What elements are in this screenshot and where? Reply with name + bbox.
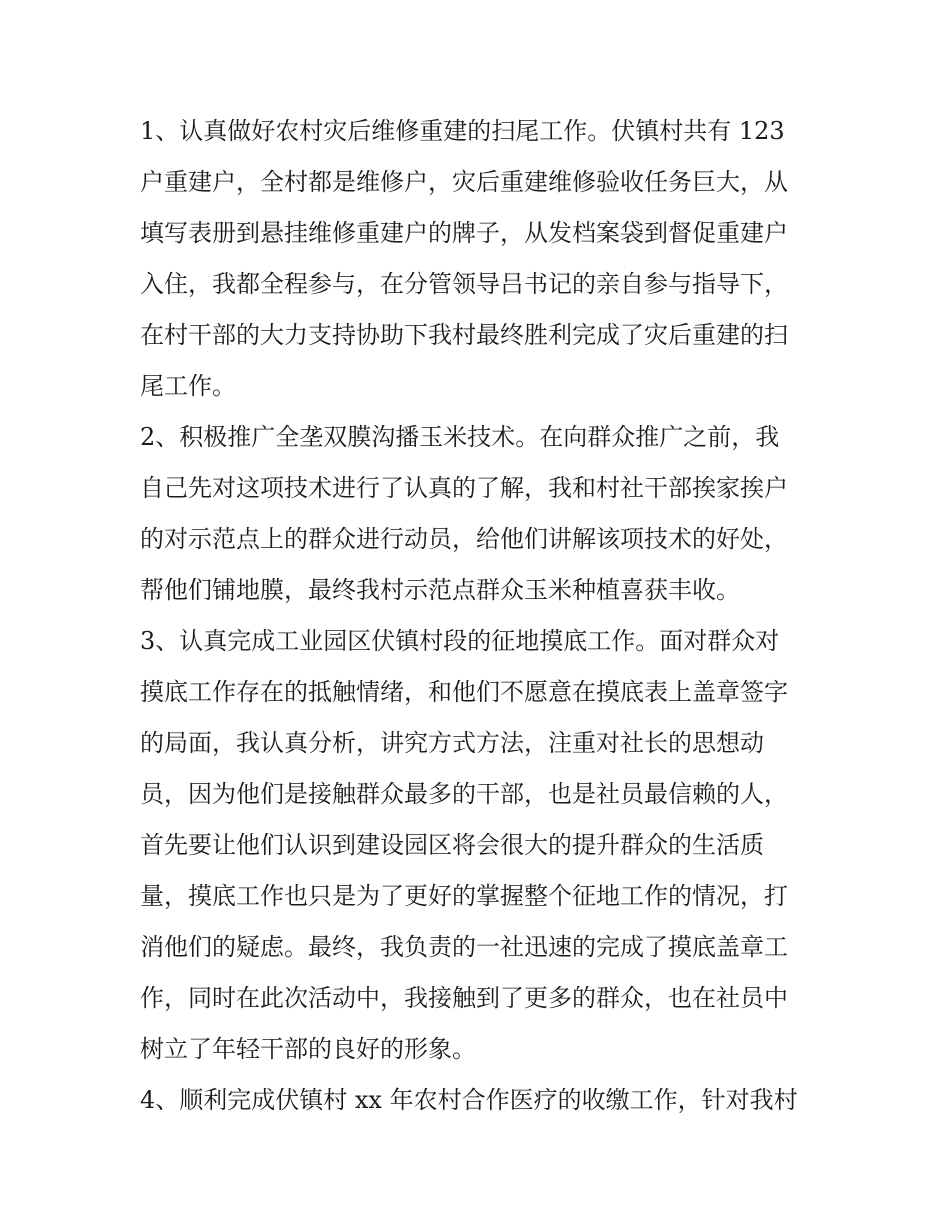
text-line: 入住，我都全程参与，在分管领导吕书记的亲自参与指导下， bbox=[140, 270, 788, 298]
text-line: 首先要让他们认识到建设园区将会很大的提升群众的生活质 bbox=[140, 831, 764, 859]
text-line: 摸底工作存在的抵触情绪，和他们不愿意在摸底表上盖章签字 bbox=[140, 678, 788, 706]
text-line: 1、认真做好农村灾后维修重建的扫尾工作。伏镇村共有 123 bbox=[140, 117, 785, 145]
text-line: 消他们的疑虑。最终，我负责的一社迅速的完成了摸底盖章工 bbox=[140, 933, 788, 961]
text-line: 帮他们铺地膜，最终我村示范点群众玉米种植喜获丰收。 bbox=[140, 576, 740, 604]
text-line: 的局面，我认真分析，讲究方式方法，注重对社长的思想动 bbox=[140, 729, 764, 757]
text-line: 2、积极推广全垄双膜沟播玉米技术。在向群众推广之前，我 bbox=[140, 423, 780, 451]
text-line: 量，摸底工作也只是为了更好的掌握整个征地工作的情况，打 bbox=[140, 882, 788, 910]
text-line: 自己先对这项技术进行了认真的了解，我和村社干部挨家挨户 bbox=[140, 474, 788, 502]
text-line: 户重建户，全村都是维修户，灾后重建维修验收任务巨大，从 bbox=[140, 168, 788, 196]
text-line: 4、顺利完成伏镇村 xx 年农村合作医疗的收缴工作，针对我村 bbox=[140, 1086, 798, 1114]
paragraph-4 bbox=[140, 1075, 812, 1126]
text-line: 尾工作。 bbox=[140, 372, 236, 400]
document-body bbox=[140, 106, 812, 1126]
text-line: 作，同时在此次活动中，我接触到了更多的群众，也在社员中 bbox=[140, 984, 788, 1012]
text-line: 树立了年轻干部的良好的形象。 bbox=[140, 1035, 476, 1063]
text-line: 员，因为他们是接触群众最多的干部，也是社员最信赖的人， bbox=[140, 780, 788, 808]
text-line: 在村干部的大力支持协助下我村最终胜利完成了灾后重建的扫 bbox=[140, 321, 788, 349]
paragraph-3 bbox=[140, 616, 812, 1075]
paragraph-2 bbox=[140, 412, 812, 616]
paragraph-1 bbox=[140, 106, 812, 412]
text-line: 3、认真完成工业园区伏镇村段的征地摸底工作。面对群众对 bbox=[140, 627, 780, 655]
text-line: 的对示范点上的群众进行动员，给他们讲解该项技术的好处， bbox=[140, 525, 788, 553]
text-line: 填写表册到悬挂维修重建户的牌子，从发档案袋到督促重建户 bbox=[140, 219, 788, 247]
